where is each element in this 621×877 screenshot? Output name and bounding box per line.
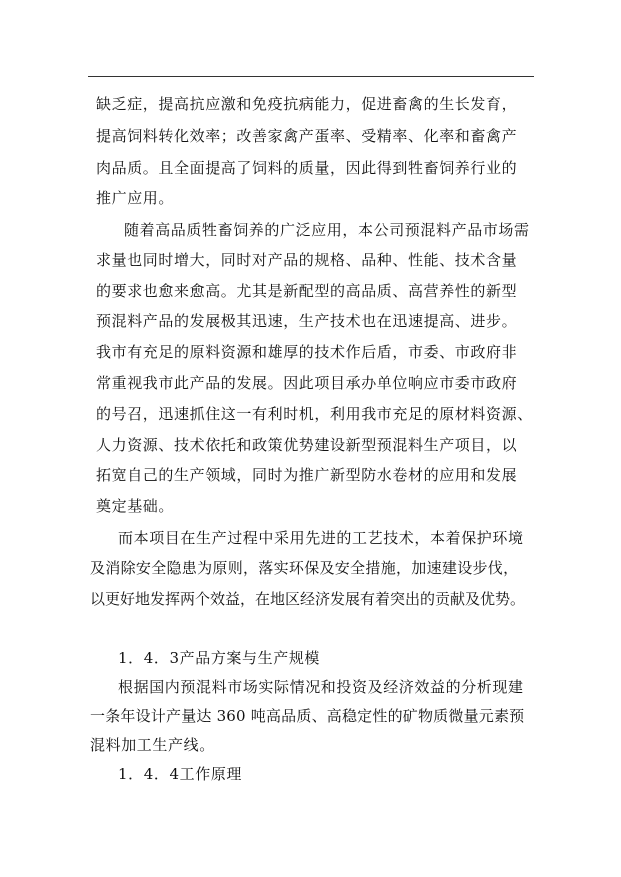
paragraph-line: 我市有充足的原料资源和雄厚的技术作后盾，市委、市政府非 [96, 343, 518, 361]
paragraph-line: 以更好地发挥两个效益，在地区经济发展有着突出的贡献及优势。 [90, 590, 526, 608]
paragraph-line: 提高饲料转化效率；改善家禽产蛋率、受精率、化率和畜禽产 [96, 127, 518, 145]
paragraph-line: 随着高品质牲畜饲养的广泛应用，本公司预混料产品市场需 [124, 221, 530, 239]
paragraph-line: 奠定基础。 [96, 497, 175, 515]
paragraph-line: 的号召，迅速抓住这一有利时机，利用我市充足的原材料资源、 [96, 405, 533, 423]
paragraph-line: 的要求也愈来愈高。尤其是新配型的高品质、高营养性的新型 [96, 282, 518, 300]
section-heading: 1．4．4工作原理 [118, 765, 243, 783]
paragraph-line: 人力资源、技术依托和政策优势建设新型预混料生产项目，以 [96, 436, 518, 454]
paragraph-line: 肉品质。且全面提高了饲料的质量，因此得到牲畜饲养行业的 [96, 159, 518, 177]
paragraph-line: 推广应用。 [96, 189, 175, 207]
paragraph-line: 而本项目在生产过程中采用先进的工艺技术，本着保护环境 [118, 529, 524, 547]
paragraph-line: 预混料产品的发展极其迅速，生产技术也在迅速提高、进步。 [96, 312, 518, 330]
paragraph-line: 常重视我市此产品的发展。因此项目承办单位响应市委市政府 [96, 374, 518, 392]
paragraph-line: 缺乏症，提高抗应激和免疫抗病能力，促进畜禽的生长发育， [96, 95, 518, 113]
paragraph-line: 拓宽自己的生产领域，同时为推广新型防水卷材的应用和发展 [96, 466, 518, 484]
section-heading: 1．4．3产品方案与生产规模 [118, 649, 321, 667]
paragraph-line: 及消除安全隐患为原则，落实环保及安全措施，加速建设步伐， [90, 559, 519, 577]
paragraph-line: 求量也同时增大，同时对产品的规格、品种、性能、技术含量 [96, 251, 518, 269]
paragraph-line: 根据国内预混料市场实际情况和投资及经济效益的分析现建 [118, 678, 524, 696]
header-rule [88, 76, 534, 77]
paragraph-line: 一条年设计产量达 360 吨高品质、高稳定性的矿物质微量元素预 [90, 707, 525, 725]
paragraph-line: 混料加工生产线。 [90, 736, 215, 754]
